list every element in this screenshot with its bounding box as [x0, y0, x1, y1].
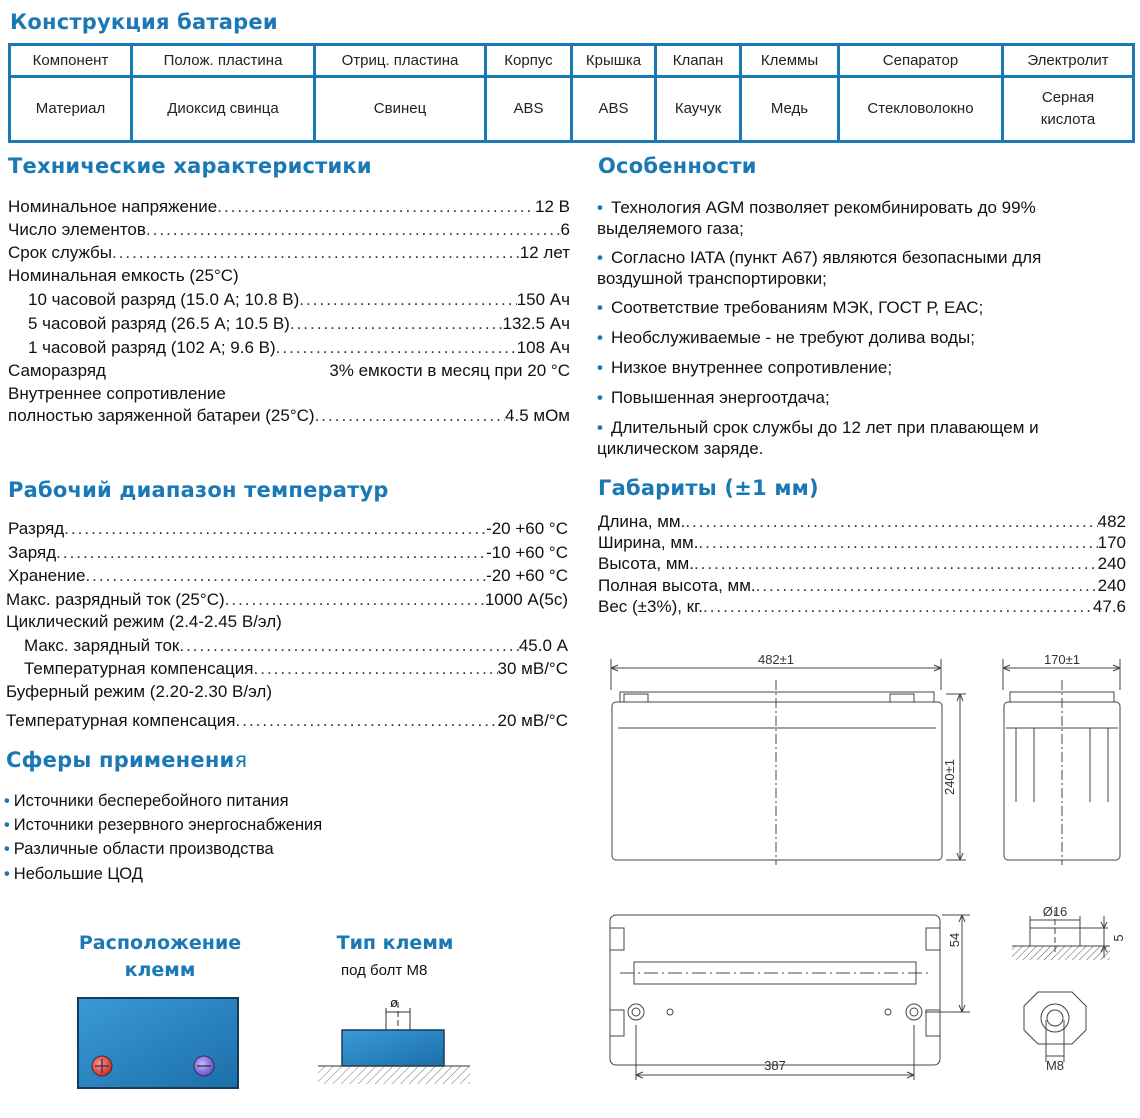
- table-header-cell: Клеммы: [741, 45, 839, 77]
- dim-label: Ширина, мм.: [598, 533, 699, 552]
- spec-value: 4.5 мОм: [505, 406, 570, 425]
- temp-label: Хранение: [8, 566, 86, 585]
- dim-length: [598, 511, 1126, 533]
- spec-label: Срок службы: [8, 243, 112, 262]
- spec-cap5: [28, 313, 570, 335]
- temp-value: -20 +60 °С: [486, 566, 568, 585]
- dim-weight: [598, 596, 1126, 618]
- dim-value: 482: [1097, 512, 1126, 531]
- spec-value: 150 Ач: [516, 290, 570, 309]
- spec-value: 12 В: [535, 197, 570, 216]
- terminal-spacing-dimension-label: 387: [764, 1058, 786, 1073]
- spec-label: 5 часовой разряд (26.5 A; 10.5 В): [28, 314, 290, 333]
- temp-value: 45.0 А: [518, 636, 568, 655]
- dim-label: Длина, мм.: [598, 512, 686, 531]
- spec-cells: [8, 219, 570, 241]
- table-cell: Диоксид свинца: [132, 77, 315, 142]
- table-cell: ABS: [486, 77, 572, 142]
- terminal-block: [342, 1030, 444, 1066]
- length-dimension-label: 482±1: [757, 652, 795, 667]
- terminal-layout-title: Расположение клемм: [78, 932, 242, 981]
- dim-width: [598, 532, 1126, 554]
- spec-resistance-line1: Внутреннее сопротивление: [8, 384, 226, 403]
- terminal-detail-hatch: [1012, 946, 1110, 960]
- dim-label: Вес (±3%), кг.: [598, 597, 703, 616]
- spec-self-discharge: [8, 360, 570, 382]
- spec-value: 6: [560, 220, 570, 239]
- specs-title: Технические характеристики: [8, 154, 372, 178]
- temp-buffer-title: Буферный режим (2.20-2.30 В/эл): [6, 682, 272, 701]
- terminal-type-subtitle: под болт М8: [341, 962, 428, 979]
- temp-cyclic-title: Циклический режим (2.4-2.45 В/эл): [6, 612, 282, 631]
- table-header-cell: Крышка: [572, 45, 656, 77]
- temp-label: Заряд: [8, 543, 57, 562]
- spec-label: полностью заряженной батареи (25°C): [8, 406, 315, 425]
- construction-title: Конструкция батареи: [10, 10, 278, 34]
- application-item: • Различные области производства: [4, 840, 274, 858]
- spec-label: Число элементов: [8, 220, 146, 239]
- table-header-cell: Отриц. пластина: [315, 45, 486, 77]
- dim-label: Полная высота, мм.: [598, 576, 756, 595]
- terminal-diameter-dimension-label: Ø16: [1042, 904, 1068, 919]
- temp-charge: [8, 542, 568, 564]
- spec-value: 12 лет: [519, 243, 570, 262]
- feature-item: • Соответствие требованиям МЭК, ГОСТ Р, ЕАС;: [597, 298, 984, 317]
- temp-value: -20 +60 °С: [486, 519, 568, 538]
- dim-total-height: [598, 575, 1126, 597]
- temperature-title: Рабочий диапазон температур: [8, 478, 389, 502]
- construction-material-row: [10, 77, 1134, 142]
- features-title: Особенности: [598, 154, 757, 178]
- table-cell: Серная кислота: [1003, 77, 1134, 142]
- spec-capacity-title: Номинальная емкость (25°C): [8, 266, 239, 285]
- feature-item: • Необслуживаемые - не требуют долива воды;: [597, 328, 975, 347]
- table-cell: Каучук: [656, 77, 741, 142]
- dim-label: Высота, мм.: [598, 554, 694, 573]
- temp-value: 20 мВ/°С: [497, 711, 568, 730]
- feature-item: • Повышенная энергоотдача;: [597, 388, 830, 407]
- spec-label: Саморазряд: [8, 361, 106, 380]
- terminal-height-dimension-label: 54: [947, 932, 962, 948]
- table-header-cell: Полож. пластина: [132, 45, 315, 77]
- applications-title: Сферы применения: [6, 748, 248, 772]
- application-item: • Небольшие ЦОД: [4, 865, 143, 883]
- spec-value: 108 Ач: [516, 338, 570, 357]
- application-item: • Источники резервного энергоснабжения: [4, 816, 323, 834]
- spec-life: [8, 242, 570, 264]
- temp-label: Макс. зарядный ток: [24, 636, 180, 655]
- feature-item: • Длительный срок службы до 12 лет при плавающем и циклическом заряде.: [597, 418, 1039, 458]
- dim-value: 240: [1097, 554, 1126, 573]
- temp-value: 30 мВ/°С: [497, 659, 568, 678]
- spec-resistance: [8, 405, 570, 427]
- spec-cap1: [28, 337, 570, 359]
- spec-label: Номинальное напряжение: [8, 197, 218, 216]
- feature-item: • Согласно IATA (пункт A67) являются безопасными для воздушной транспортировки;: [597, 248, 1042, 288]
- bolt-dimension-label: M8: [1045, 1058, 1065, 1073]
- application-item: • Источники бесперебойного питания: [4, 792, 289, 810]
- spec-voltage: [8, 196, 570, 218]
- table-header-cell: Электролит: [1003, 45, 1134, 77]
- temp-discharge: [8, 518, 568, 540]
- dim-value: 47.6: [1092, 597, 1126, 616]
- temp-label: Макс. разрядный ток (25°С): [6, 590, 225, 609]
- table-cell: Материал: [10, 77, 132, 142]
- base-hatch: [318, 1066, 470, 1084]
- terminal-type-title: Тип клемм: [336, 932, 454, 954]
- temp-label: Температурная компенсация: [6, 711, 236, 730]
- width-dimension-label: 170±1: [1043, 652, 1081, 667]
- temp-storage: [8, 565, 568, 587]
- height-dimension-label: 240±1: [942, 758, 957, 796]
- table-cell: ABS: [572, 77, 656, 142]
- dim-height: [598, 553, 1126, 575]
- table-header-cell: Корпус: [486, 45, 572, 77]
- table-cell: Свинец: [315, 77, 486, 142]
- spec-value: 3% емкости в месяц при 20 °С: [329, 361, 570, 380]
- dim-value: 170: [1097, 533, 1126, 552]
- feature-item: • Низкое внутреннее сопротивление;: [597, 358, 893, 377]
- bolt-diameter-symbol: ø: [390, 995, 398, 1010]
- spec-label: 10 часовой разряд (15.0 A; 10.8 В): [28, 290, 300, 309]
- table-header-cell: Сепаратор: [839, 45, 1003, 77]
- terminal-thickness-dimension-label: 5: [1111, 934, 1126, 942]
- temp-max-charge: [24, 635, 568, 657]
- battery-top-view-image: [70, 990, 246, 1090]
- dimensions-title: Габариты (±1 мм): [598, 476, 819, 500]
- table-cell: Медь: [741, 77, 839, 142]
- temp-label: Разряд: [8, 519, 65, 538]
- temp-value: 1000 А(5с): [484, 590, 568, 609]
- temp-value: -10 +60 °С: [486, 543, 568, 562]
- battery-technical-drawing: [590, 650, 1135, 1090]
- temp-comp-buffer: [6, 710, 568, 732]
- construction-table: [8, 43, 1135, 143]
- feature-item: • Технология AGM позволяет рекомбинировать до 99% выделяемого газа;: [597, 198, 1036, 238]
- terminal-bolt-image: [318, 988, 474, 1088]
- temp-max-discharge: [6, 589, 568, 611]
- table-header-cell: Клапан: [656, 45, 741, 77]
- table-header-cell: Компонент: [10, 45, 132, 77]
- temp-comp-cyclic: [24, 658, 568, 680]
- spec-label: 1 часовой разряд (102 A; 9.6 В): [28, 338, 276, 357]
- dim-value: 240: [1097, 576, 1126, 595]
- construction-header-row: [10, 45, 1134, 77]
- temp-label: Температурная компенсация: [24, 659, 254, 678]
- table-cell: Стекловолокно: [839, 77, 1003, 142]
- spec-value: 132.5 Ач: [502, 314, 570, 333]
- spec-cap10: [28, 289, 570, 311]
